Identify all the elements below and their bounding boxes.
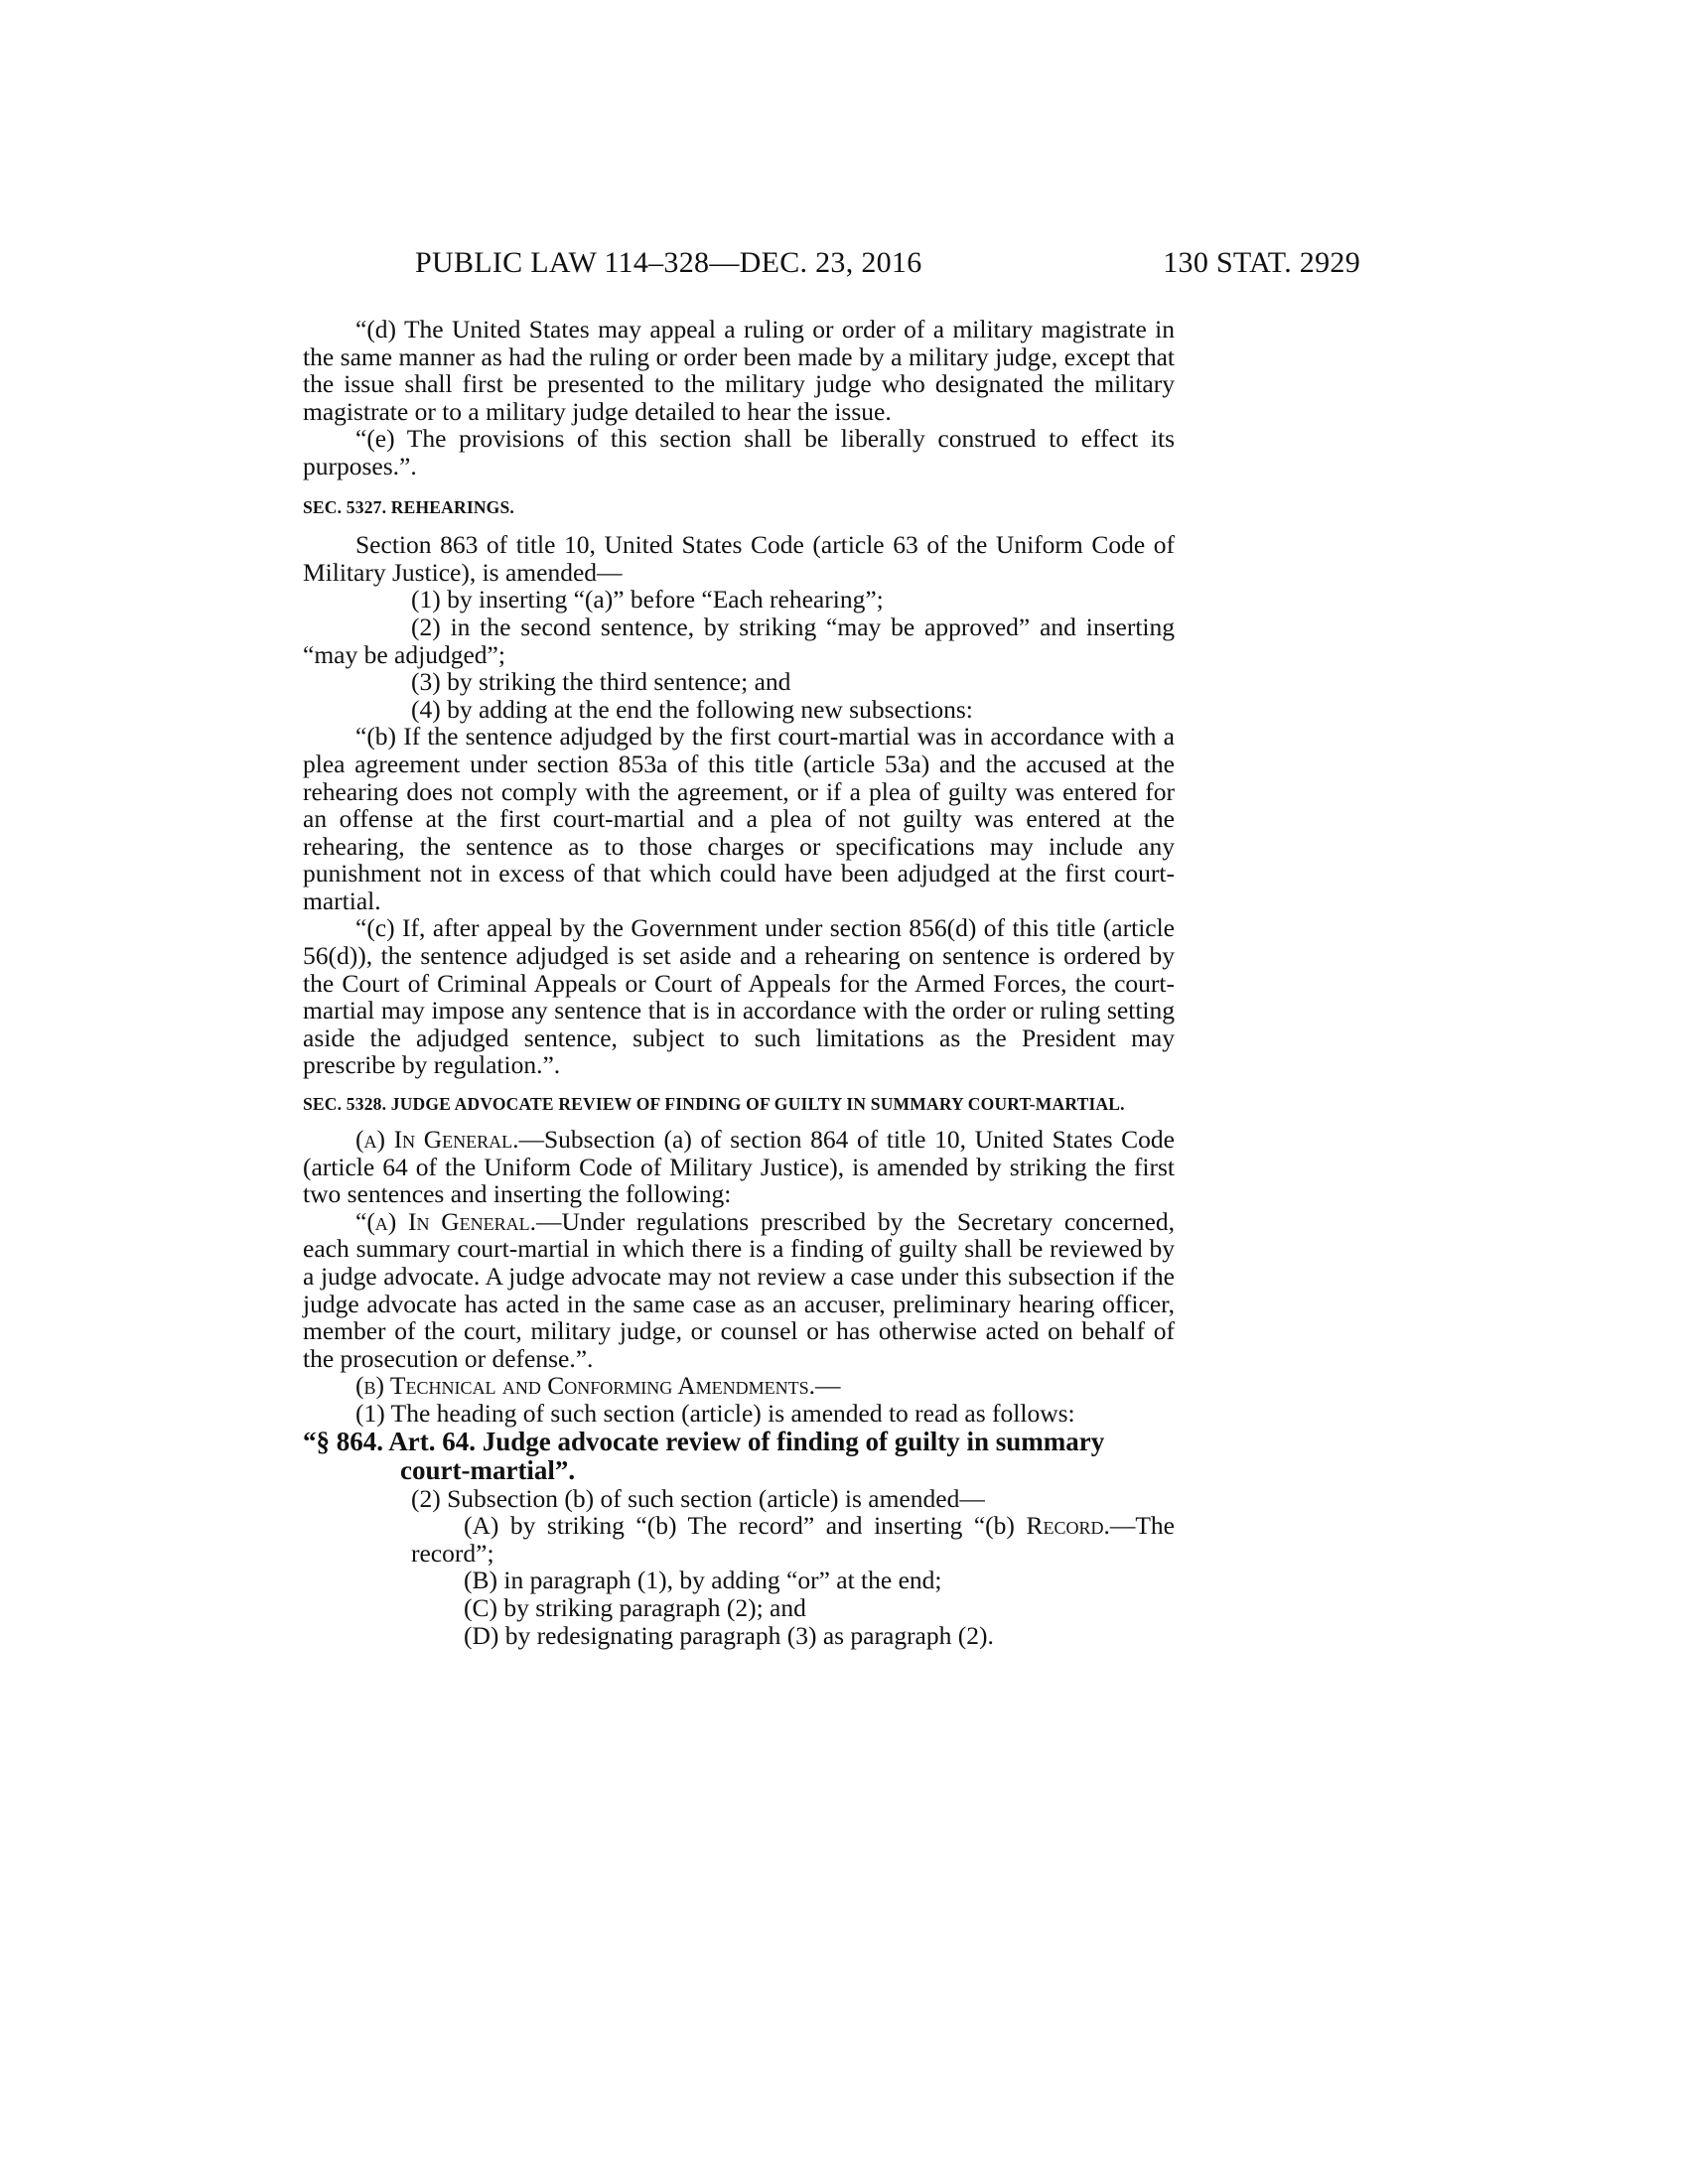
technical-amendments-label: (b) Technical and Conforming Amendments. (355, 1371, 816, 1401)
section-5327-item-2: (2) in the second sentence, by striking “may be approved” and inserting “may be adjudged”; (303, 612, 1175, 669)
quoted-in-general-label: “(a) In General. (355, 1206, 536, 1236)
paragraph-e: “(e) The provisions of this section shall be liberally construed to effect its purposes.”. (303, 424, 1175, 480)
item-A-suffix: —The record”; (411, 1511, 1175, 1568)
section-5328-quoted-a (303, 1208, 1175, 1373)
paragraph-d: “(d) The United States may appeal a ruling or order of a military magistrate in the same manner as had the ruling or order been made by a military judge, except that the issue shall first be presented to the military judge who designated the military magistrate or to a military judge detailed to hear the issue. (303, 315, 1175, 426)
in-general-text: —Subsection (a) of section 864 of title 10, United States Code (article 64 of the Uniform Code of Military Justice), is amended by striking the first two sentences and inserting the following: (303, 1125, 1175, 1209)
page-body (303, 316, 1175, 1649)
section-5328-b-item-2-A (303, 1512, 1175, 1567)
quoted-in-general-text: —Under regulations prescribed by the Secretary concerned, each summary court-martial in which there is a finding of guilty shall be reviewed by a judge advocate. A judge advocate may not review a case under this subsection if the judge advocate has acted in the same case as an accuser, preliminary hearing officer, member of the court, military judge, or counsel or has otherwise acted on behalf of the prosecution or defense.”. (303, 1206, 1175, 1373)
header-public-law: PUBLIC LAW 114–328—DEC. 23, 2016 (415, 246, 922, 279)
technical-amendments-dash: — (815, 1371, 841, 1401)
section-5328-heading: SEC. 5328. JUDGE ADVOCATE REVIEW OF FINDING OF GUILTY IN SUMMARY COURT-MARTIAL. (303, 1094, 1125, 1115)
article-64-heading: “§ 864. Art. 64. Judge advocate review of finding of guilty in summary court-martial”. (303, 1426, 1105, 1485)
header-stat-citation: 130 STAT. 2929 (1163, 246, 1360, 279)
section-5327-heading: SEC. 5327. REHEARINGS. (303, 496, 514, 517)
section-5327-subsection-b: “(b) If the sentence adjudged by the first court-martial was in accordance with a plea agreement under section 853a of this title (article 53a) and the accused at the rehearing does not comply with the agreement, or if a plea of guilty was entered for an offense at the first court-martial and a plea of not guilty was entered at the rehearing, the sentence as to those charges or specifications may include any punishment not in excess of that which could have been adjudged at the first court-martial. (303, 722, 1175, 915)
section-5327-item-1: (1) by inserting “(a)” before “Each rehearing”; (411, 585, 884, 614)
section-5328-b-item-2: (2) Subsection (b) of such section (article) is amended— (411, 1483, 985, 1513)
in-general-label: (a) In General. (355, 1125, 519, 1155)
record-label: Record. (1026, 1511, 1110, 1541)
section-5328-b-item-2-C: (C) by striking paragraph (2); and (464, 1592, 806, 1622)
section-5327-intro: Section 863 of title 10, United States Code (article 63 of the Uniform Code of Military Justice), is amended— (303, 530, 1175, 587)
section-5328-b-item-1: (1) The heading of such section (article) is amended to read as follows: (355, 1398, 1075, 1428)
section-5327-subsection-c: “(c) If, after appeal by the Government under section 856(d) of this title (article 56(d)), the sentence adjudged is set aside and a rehearing on sentence is ordered by the Court of Criminal Appeals or Court of Appeals for the Armed Forces, the court-martial may impose any sentence that is in accordance with the order or ruling setting aside the adjudged sentence, subject to such limitations as the President may prescribe by regulation.”. (303, 913, 1175, 1080)
section-5328-b-item-2-D: (D) by redesignating paragraph (3) as paragraph (2). (464, 1620, 994, 1650)
item-A-prefix: (A) by striking “(b) The record” and inserting “(b) (464, 1511, 1027, 1541)
section-5328-subsection-b (303, 1372, 1175, 1400)
section-5327-item-3: (3) by striking the third sentence; and (411, 667, 791, 697)
section-5328-subsection-a (303, 1126, 1175, 1208)
section-5328-b-item-2-B: (B) in paragraph (1), by adding “or” at the end; (464, 1566, 942, 1595)
section-5327-item-4: (4) by adding at the end the following new subsections: (411, 694, 973, 724)
